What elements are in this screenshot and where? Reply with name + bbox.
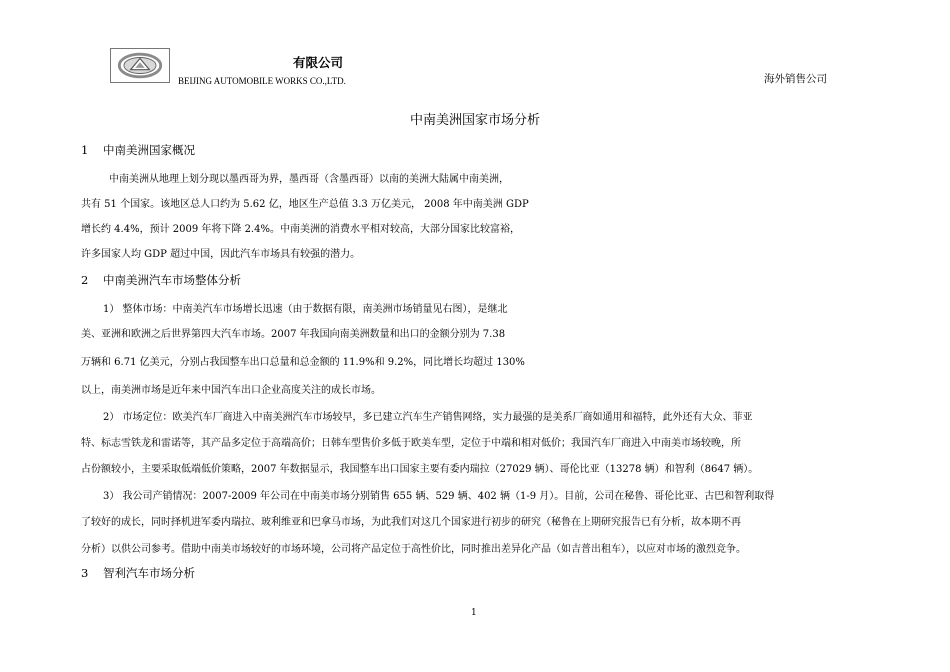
paragraph-line: 特、标志雪铁龙和雷诺等，其产品多定位于高端高价；日韩车型售价多低于欧美车型，定位于中端和相对低价；我国汽车厂商进入中南美市场较晚，所 — [81, 438, 741, 449]
section-heading — [81, 565, 195, 581]
paragraph-line: 3） 我公司产销情况：2007-2009 年公司在中南美市场分别销售 655 辆、529 辆、402 辆（1-9 月）。目前，公司在秘鲁、哥伦比亚、古巴和智利取得 — [103, 491, 775, 502]
document-title: 中南美洲国家市场分析 — [409, 113, 540, 128]
paragraph-line: 以上，南美洲市场是近年来中国汽车出口企业高度关注的成长市场。 — [81, 385, 381, 396]
department-name: 海外销售公司 — [764, 73, 827, 85]
paragraph-line: 2） 市场定位：欧美汽车厂商进入中南美洲汽车市场较早，多已建立汽车生产销售网络，实力最强的是美系厂商如通用和福特，此外还有大众、菲亚 — [103, 412, 753, 423]
company-logo — [110, 48, 170, 83]
section-heading — [81, 272, 241, 288]
section-number: 3 — [81, 566, 89, 580]
paragraph-line: 许多国家人均 GDP 超过中国，因此汽车市场具有较强的潜力。 — [81, 249, 361, 260]
section-heading — [81, 142, 195, 158]
paragraph-line: 1） 整体市场：中南美汽车市场增长迅速（由于数据有限，南美洲市场销量见右图），是继北 — [103, 304, 508, 315]
section-heading-text: 中南美洲国家概况 — [103, 143, 195, 157]
company-name: 有限公司 — [293, 55, 344, 70]
paragraph-line: 共有 51 个国家。该地区总人口约为 5.62 亿，地区生产总值 3.3 万亿美元， 2008 年中南美洲 GDP — [81, 199, 529, 210]
section-number: 2 — [81, 273, 89, 287]
paragraph-line: 中南美洲从地理上划分现以墨西哥为界，墨西哥（含墨西哥）以南的美洲大陆属中南美洲， — [109, 174, 509, 185]
paragraph-line: 了较好的成长，同时择机进军委内瑞拉、玻利维亚和巴拿马市场，为此我们对这几个国家进行初步的研究（秘鲁在上期研究报告已有分析，故本期不再 — [81, 517, 741, 528]
section-number: 1 — [81, 143, 89, 157]
paragraph-line: 占份额较小，主要采取低端低价策略，2007 年数据显示，我国整车出口国家主要有委内瑞拉（27029 辆）、哥伦比亚（13278 辆）和智利（8647 辆）。 — [81, 464, 759, 475]
company-emblem-icon — [111, 49, 169, 82]
paragraph-line: 美、亚洲和欧洲之后世界第四大汽车市场。2007 年我国向南美洲数量和出口的金额分别为 7.38 — [81, 329, 506, 340]
paragraph-line: 增长约 4.4%，预计 2009 年将下降 2.4%。中南美洲的消费水平相对较高，大部分国家比较富裕， — [81, 224, 520, 235]
paragraph-line: 分析）以供公司参考。借助中南美市场较好的市场环境，公司将产品定位于高性价比，同时推出差异化产品（如吉普出租车），以应对市场的激烈竞争。 — [81, 544, 746, 555]
company-english-name: BEIJING AUTOMOBILE WORKS CO.,LTD. — [178, 76, 346, 86]
section-heading-text: 智利汽车市场分析 — [103, 566, 195, 580]
page-number: 1 — [471, 608, 477, 618]
section-heading-text: 中南美洲汽车市场整体分析 — [103, 273, 241, 287]
paragraph-line: 万辆和 6.71 亿美元，分别占我国整车出口总量和总金额的 11.9%和 9.2%，同比增长均超过 130% — [81, 357, 525, 368]
